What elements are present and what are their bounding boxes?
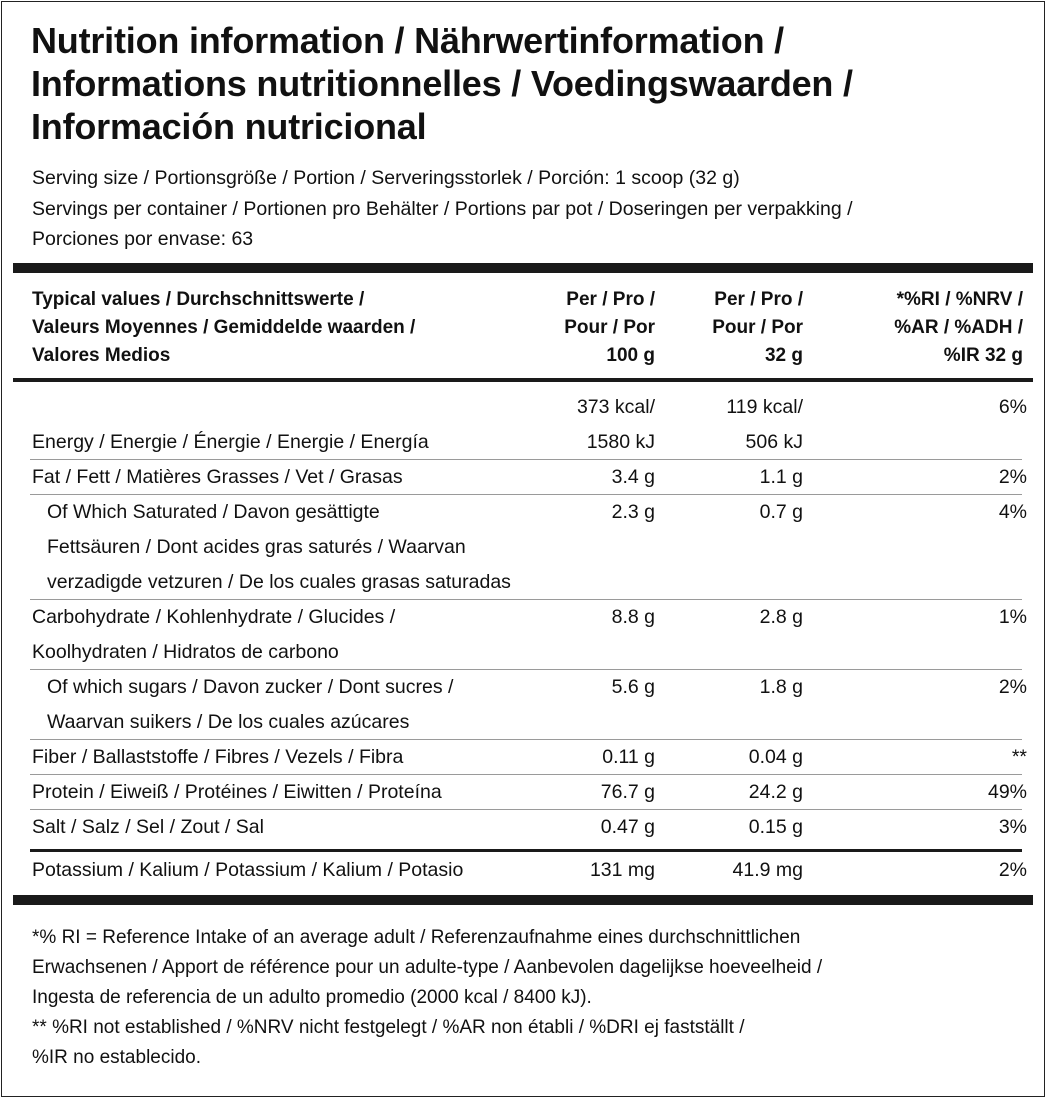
title-line: Informations nutritionnelles / Voedingswaarden /: [31, 63, 853, 104]
value-per-32g: 1.8 g: [759, 676, 803, 698]
value-per-100g: 5.6 g: [611, 676, 655, 698]
value-per-100g: 2.3 g: [611, 501, 655, 523]
header-per-100g: Per / Pro / Pour / Por 100 g: [564, 289, 655, 366]
footnote-line: ** %RI not established / %NRV nicht festgelegt / %AR non établi / %DRI ej fastställt /: [32, 1017, 745, 1038]
potassium-divider: [30, 849, 1022, 852]
value-reference-intake: 49%: [987, 781, 1027, 803]
value-per-100g: 0.11 g: [602, 746, 655, 768]
value-per-100g: 3.4 g: [611, 466, 655, 488]
title-line: Nutrition information / Nährwertinformation /: [31, 20, 784, 61]
header-per-32g: Per / Pro / Pour / Por 32 g: [712, 289, 803, 366]
value-per-32g: 1.1 g: [759, 466, 803, 488]
thick-divider-bottom: [13, 895, 1033, 905]
footnote-line: Erwachsenen / Apport de référence pour un adulte-type / Aanbevolen dagelijkse hoeveelheid /: [32, 957, 823, 978]
value-per-100g: 76.7 g: [600, 781, 655, 803]
footnote-line: *% RI = Reference Intake of an average adult / Referenzaufnahme eines durchschnittlichen: [32, 927, 801, 948]
value-per-100g: 8.8 g: [611, 606, 655, 628]
value-reference-intake: 2%: [998, 859, 1027, 881]
row-label: Of which sugars / Davon zucker / Dont sucres / Waarvan suikers / De los cuales azúcares: [47, 676, 454, 733]
row-label: Potassium / Kalium / Potassium / Kalium / Potasio: [32, 859, 464, 881]
value-per-32g: 24.2 g: [748, 781, 803, 803]
value-per-32g: 2.8 g: [759, 606, 803, 628]
row-label: Protein / Eiweiß / Protéines / Eiwitten / Proteína: [32, 781, 442, 803]
row-label: Salt / Salz / Sel / Zout / Sal: [32, 816, 264, 838]
footnote-line: %IR no establecido.: [32, 1047, 201, 1068]
header-typical-values: Typical values / Durchschnittswerte / Valeurs Moyennes / Gemiddelde waarden / Valores Medios: [32, 289, 416, 366]
value-per-100g: 0.47 g: [600, 816, 655, 838]
header-reference-intake: *%RI / %NRV / %AR / %ADH / %IR 32 g: [894, 289, 1023, 366]
value-reference-intake: **: [1011, 746, 1027, 768]
value-reference-intake: 2%: [998, 676, 1027, 698]
value-per-32g: 0.7 g: [759, 501, 803, 523]
value-per-32g: 41.9 mg: [732, 859, 803, 881]
row-label: Fat / Fett / Matières Grasses / Vet / Grasas: [32, 466, 403, 488]
page-title: [31, 19, 1031, 148]
row-label: Energy / Energie / Énergie / Energie / Energía: [32, 431, 429, 453]
serving-size: Serving size / Portionsgröße / Portion / Serveringsstorlek / Porción: 1 scoop (32 g): [32, 167, 740, 189]
thick-divider: [13, 263, 1033, 273]
value-per-32g: 119 kcal/ 506 kJ: [726, 396, 803, 453]
row-label: Carbohydrate / Kohlenhydrate / Glucides / Koolhydraten / Hidratos de carbono: [32, 606, 396, 663]
value-per-32g: 0.04 g: [748, 746, 803, 768]
serving-info: [32, 163, 853, 255]
footnote-line: Ingesta de referencia de un adulto promedio (2000 kcal / 8400 kJ).: [32, 987, 592, 1008]
footnotes: [32, 923, 822, 1073]
row-label: Of Which Saturated / Davon gesättigte Fettsäuren / Dont acides gras saturés / Waarvan verzadigde vetzuren / De los cuales grasas saturadas: [47, 501, 511, 593]
header-divider: [13, 378, 1033, 382]
row-label: Fiber / Ballaststoffe / Fibres / Vezels / Fibra: [32, 746, 404, 768]
value-per-32g: 0.15 g: [748, 816, 803, 838]
value-reference-intake: 1%: [998, 606, 1027, 628]
value-per-100g: 373 kcal/ 1580 kJ: [576, 396, 655, 453]
value-reference-intake: 6%: [998, 396, 1027, 418]
servings-per-container-cont: Porciones por envase: 63: [32, 228, 254, 250]
servings-per-container: Servings per container / Portionen pro Behälter / Portions par pot / Doseringen per verpakking /: [32, 197, 853, 220]
value-reference-intake: 4%: [998, 501, 1027, 523]
value-reference-intake: 3%: [998, 816, 1027, 838]
value-reference-intake: 2%: [998, 466, 1027, 488]
title-line: Información nutricional: [31, 106, 427, 147]
value-per-100g: 131 mg: [589, 859, 655, 881]
